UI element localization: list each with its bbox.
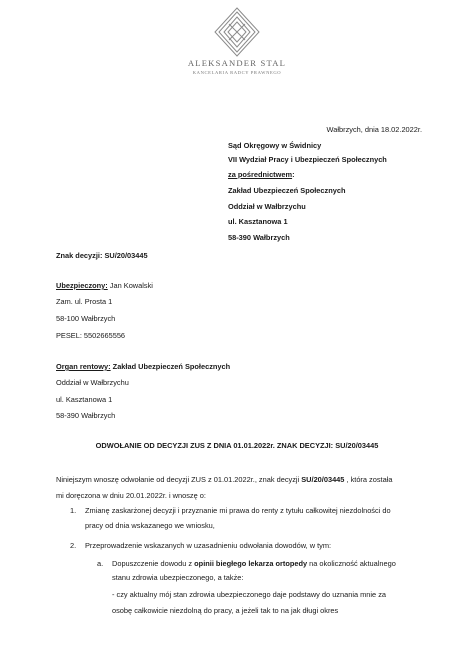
request-1-number: 1. [70, 506, 77, 515]
request-2-line1: Przeprowadzenie wskazanych w uzasadnieniu odwołania dowodów, w tym: [85, 541, 332, 550]
addressee-department: VII Wydział Pracy i Ubezpieczeń Społecznych [228, 155, 387, 164]
subitem-a-line4: osobę całkowicie niezdolną do pracy, a jeżeli tak to na jak długi okres [112, 606, 339, 615]
request-1-line1: Zmianę zaskarżonej decyzji i przyznanie mi prawa do renty z tytułu całkowitej niezdolności do [85, 506, 391, 515]
pension-authority-name: Zakład Ubezpieczeń Społecznych [110, 362, 231, 371]
insured-name: Jan Kowalski [107, 281, 153, 290]
subitem-a-text-pre: Dopuszczenie dowodu z [112, 559, 195, 568]
addressee-via-colon: : [292, 170, 295, 179]
insured-address2: 58-100 Wałbrzych [56, 314, 116, 323]
pension-authority-street: ul. Kasztanowa 1 [56, 395, 113, 404]
addressee-street: ul. Kasztanowa 1 [228, 217, 288, 226]
intro-text-pre: Niniejszym wnoszę odwołanie od decyzji ZUS z 01.01.2022r., znak decyzji [56, 475, 302, 484]
subitem-a-line3: - czy aktualny mój stan zdrowia ubezpieczonego daje podstawy do uznania mnie za [112, 590, 387, 599]
request-2-number: 2. [70, 541, 77, 550]
addressee-city: 58-390 Wałbrzych [228, 233, 290, 242]
subitem-a-text-post: na okoliczność aktualnego [307, 559, 396, 568]
firm-subtitle: KANCELARIA RADCY PRAWNEGO [192, 70, 282, 75]
pension-authority-city: 58-390 Wałbrzych [56, 411, 116, 420]
place-date: Wałbrzych, dnia 18.02.2022r. [326, 125, 422, 134]
subitem-a-line1 [112, 559, 396, 569]
insured-line [56, 281, 153, 291]
decision-reference: Znak decyzji: SU/20/03445 [56, 251, 148, 260]
pension-authority-label: Organ rentowy: [56, 362, 111, 371]
pension-authority-line [56, 362, 230, 372]
firm-name: ALEKSANDER STAL [187, 58, 287, 68]
intro-text-post: , która została [344, 475, 393, 484]
firm-logo [205, 6, 269, 64]
addressee-via [228, 170, 295, 180]
addressee-branch: Oddział w Wałbrzychu [228, 202, 306, 211]
subitem-a-line2: stanu zdrowia ubezpieczonego, a także: [112, 573, 244, 582]
intro-decision-ref: SU/20/03445 [301, 475, 345, 484]
subitem-a-expert: opinii biegłego lekarza ortopedy [194, 559, 308, 568]
addressee-via-label: za pośrednictwem [228, 170, 293, 179]
addressee-court: Sąd Okręgowy w Świdnicy [228, 141, 322, 150]
insured-label: Ubezpieczony: [56, 281, 108, 290]
pension-authority-branch: Oddział w Wałbrzychu [56, 378, 129, 387]
intro-line2: mi doręczona w dniu 20.01.2022r. i wnoszę o: [56, 491, 206, 500]
intro-line1 [56, 475, 392, 485]
subitem-a-letter: a. [97, 559, 104, 568]
document-heading: ODWOŁANIE OD DECYZJI ZUS Z DNIA 01.01.2022r. ZNAK DECYZJI: SU/20/03445 [95, 441, 379, 450]
insured-pesel: PESEL: 5502665556 [56, 331, 126, 340]
request-1-line2: pracy od dnia wskazanego we wniosku, [85, 521, 215, 530]
addressee-institution: Zakład Ubezpieczeń Społecznych [228, 186, 346, 195]
insured-address1: Zam. ul. Prosta 1 [56, 297, 113, 306]
